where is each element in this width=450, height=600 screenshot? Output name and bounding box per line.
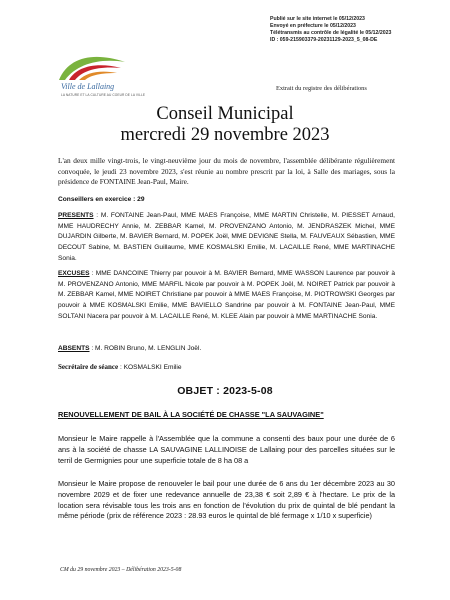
absents-label: ABSENTS — [58, 345, 90, 352]
body-paragraph-2: Monsieur le Maire propose de renouveler le bail pour une durée de 6 ans du 1er décembre 2023 au 30 novembre 2029 et de fixer une redevance annuelle de 23,38 € soit 2,89 € à l'hectare. Le prix de la location sera révisable tous les trois ans en fonction de l'évolution du prix de quintal de blé pendant la même période (prix de référence 2023 : 28.93 euros le quintal de blé fermage x 1/10 x superficie) — [58, 479, 395, 521]
logo-swoosh-icon — [55, 50, 130, 84]
excuses-list: : MME DANCOINE Thierry par pouvoir à M. BAVIER Bernard, MME WASSON Laurence par pouvoir à M. PROVENZANO Antonio, MME MARFIL Nicole par pouvoir à M. POPEK Joël, M. NOIRET Patrick par pouvoir à M. ZEBBAR Kamel, MME NOIRET Christiane par pouvoir à MME MAES Françoise, M. PIOTROWSKI Georges par pouvoir à MME KOSMALSKI Emilie, MME BAVIELLO Sandrine par pouvoir à M. FONTAINE Jean-Paul, MME SOLTANI Nacera par pouvoir à M. LACAILLE René, M. KLEE Alain par pouvoir à MME MARTINACHE Sonia. — [58, 270, 395, 320]
document-date: mercredi 29 novembre 2023 — [120, 125, 330, 145]
stamp-line: Envoyé en préfecture le 05/12/2023 — [270, 23, 356, 29]
stamp-line: Publié sur le site internet le 05/12/2023 — [270, 16, 365, 22]
conseillers-count: Conseillers en exercice : 29 — [58, 196, 145, 203]
secretaire-name: : KOSMALSKI Emilie — [118, 364, 182, 371]
stamp-line: Télétransmis au contrôle de légalité le 05/12/2023 — [270, 30, 392, 36]
logo-name: Ville de Lallaing — [61, 82, 115, 91]
extract-label: Extrait du registre des délibérations — [276, 85, 367, 92]
intro-paragraph: L'an deux mille vingt-trois, le vingt-neuvième jour du mois de novembre, l'assemblée délibérante régulièrement convoquée, le jeudi 23 novembre 2023, s'est réunie au nombre prescrit par la loi, à Salle des mariages, sous la présidence de FONTAINE Jean-Paul, Maire. — [58, 156, 395, 187]
absents-section — [58, 344, 395, 355]
secretaire-section — [58, 362, 395, 374]
presents-list: : M. FONTAINE Jean-Paul, MME MAES Françoise, MME MARTIN Christelle, M. PIESSET Arnaud, MME HAUDRECHY Annie, M. ZEBBAR Kamel, M. PROVENZANO Antonio, M. JENDRASZEK Michel, MME DUJARDIN Gilberte, M. BAVIER Bernard, M. POPEK Joël, MME DEVIGNE Stella, M. FAUVEAUX Sébastien, MME DECOUT Sabine, M. BASTIEN Guillaume, MME KOSMALSKI Emilie, M. LACAILLE René, MME MARTINACHE Sonia. — [58, 212, 395, 262]
presents-label: PRESENTS — [58, 212, 94, 219]
secretaire-label: Secrétaire de séance — [58, 363, 119, 371]
objet-heading: OBJET : 2023-5-08 — [177, 385, 273, 397]
body-paragraph-1: Monsieur le Maire rappelle à l'Assemblée que la commune a consenti des baux pour une durée de 6 ans à la société de chasse LA SAUVAGINE LALLINOISE de Lallaing pour des parcelles situées sur le terril de Germignies pour une superficie totale de 8 ha 08 a — [58, 434, 395, 465]
absents-list: : M. ROBIN Bruno, M. LENGLIN Joël. — [89, 345, 202, 352]
subject-heading: RENOUVELLEMENT DE BAIL À LA SOCIÉTÉ DE CHASSE "LA SAUVAGINE" — [58, 410, 324, 419]
stamp-line: ID : 059-215903379-20231129-2023_5_08-DE — [270, 37, 378, 43]
city-logo — [55, 50, 146, 102]
excuses-section — [58, 269, 395, 323]
presents-section — [58, 211, 395, 265]
transmission-stamp — [270, 16, 446, 44]
page-footer: CM du 29 novembre 2023 – Délibération 2023-5-08 — [60, 567, 182, 573]
excuses-label: EXCUSES — [58, 270, 90, 277]
logo-tagline: LA NATURE ET LA CULTURE AU COEUR DE LA VILLE — [61, 93, 146, 97]
document-title: Conseil Municipal — [156, 104, 294, 124]
